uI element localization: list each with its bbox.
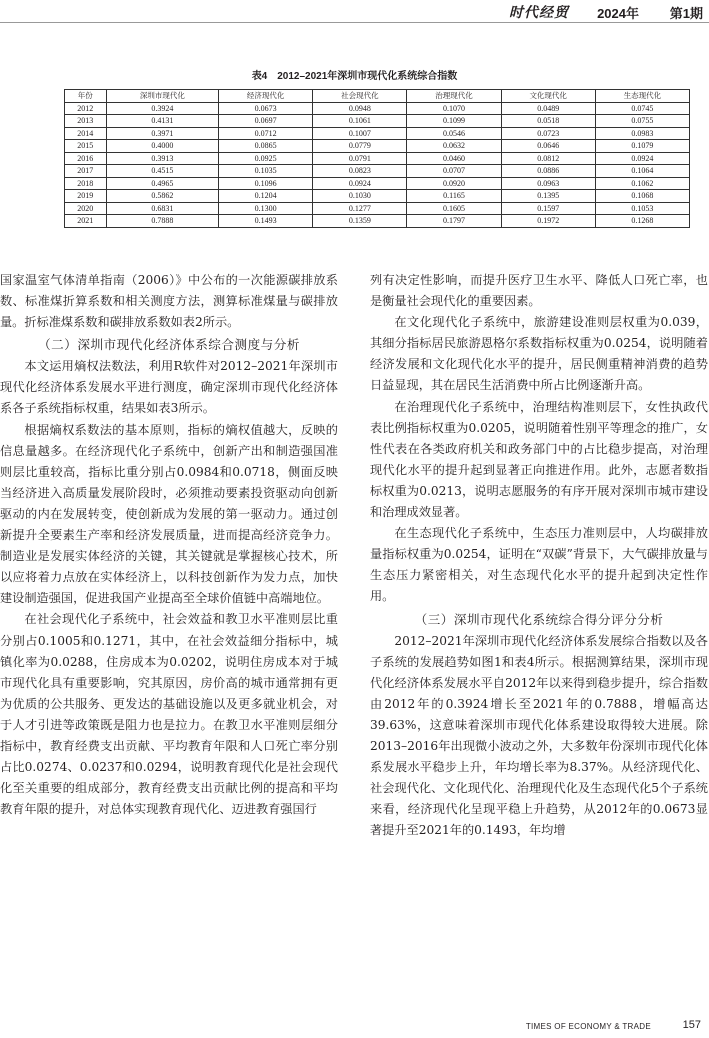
paragraph: 根据熵权系数法的基本原则，指标的熵权值越大，反映的信息量越多。在经济现代化子系统中，创新产出和制造强国准则层比重较高，指标比重分别占0.0984和0.0718，侧面反映当经济进入高质量发展阶段时，必须推动要素投资驱动向创新驱动的内在发展转变，使创新成为发展的第一驱动力。通过创新提升全要素生产率和经济发展质量，进而提高经济竞争力。制造业是发展实体经济的关键，其关键就是掌握核心技术，所以应将着力点放在实体经济上，以科技创新作为发力点，加快建设制造强国，促进我国产业提高至全球价值链中高端地位。 xyxy=(0,422,338,606)
table-cell: 0.0791 xyxy=(313,152,407,165)
table-cell: 0.1064 xyxy=(595,165,689,178)
table-cell: 0.0697 xyxy=(219,115,313,128)
table-cell: 2012 xyxy=(65,102,107,115)
table-cell: 0.4515 xyxy=(106,165,219,178)
table-cell: 0.0865 xyxy=(219,140,313,153)
table-cell: 2017 xyxy=(65,165,107,178)
table-cell: 0.0925 xyxy=(219,152,313,165)
table-cell: 0.0673 xyxy=(219,102,313,115)
table-title: 表4 2012–2021年深圳市现代化系统综合指数 xyxy=(251,71,458,82)
table-cell: 0.1079 xyxy=(595,140,689,153)
table-cell: 0.4965 xyxy=(106,177,219,190)
table-cell: 0.1277 xyxy=(313,202,407,215)
table-cell: 0.1972 xyxy=(501,215,595,228)
paragraph: 2012–2021年深圳市现代化经济体系发展综合指数以及各子系统的发展趋势如图1和表4所示。根据测算结果，深圳市现代化经济体系发展水平自2012年以来得到稳步提升，综合指数由2012年的0.3924增长至2021年的0.7888，增幅高达39.63%，这意味着深圳市现代化体系建设取得较大进展。除2013–2016年出现微小波动之外，大多数年份深圳市现代化体系发展水平稳步上升，年均增长率为8.37%。从经济现代化、社会现代化、文化现代化、治理现代化及生态现代化5个子系统来看，经济现代化呈现平稳上升趋势，从2012年的0.0673显著提升至2021年的0.1493，年均增 xyxy=(370,633,708,838)
column-header: 治理现代化 xyxy=(407,90,501,103)
table-cell: 2015 xyxy=(65,140,107,153)
table-cell: 0.1007 xyxy=(313,127,407,140)
right-text-column xyxy=(370,270,708,841)
table-cell: 0.1068 xyxy=(595,190,689,203)
table-row xyxy=(65,115,690,128)
table-cell: 0.1359 xyxy=(313,215,407,228)
table-cell: 0.0712 xyxy=(219,127,313,140)
table-header-row xyxy=(65,90,690,103)
table-row xyxy=(65,127,690,140)
table-cell: 0.1096 xyxy=(219,177,313,190)
table-cell: 0.1204 xyxy=(219,190,313,203)
table-cell: 0.0963 xyxy=(501,177,595,190)
table-cell: 0.6831 xyxy=(106,202,219,215)
table-cell: 0.1395 xyxy=(501,190,595,203)
table-cell: 0.0920 xyxy=(407,177,501,190)
table-cell: 0.0489 xyxy=(501,102,595,115)
table-cell: 2018 xyxy=(65,177,107,190)
table-cell: 0.1099 xyxy=(407,115,501,128)
table-cell: 0.1605 xyxy=(407,202,501,215)
paragraph: 在文化现代化子系统中，旅游建设准则层权重为0.039，其细分指标居民旅游恩格尔系数指标权重为0.0254，说明随着经济发展和文化现代化水平的提升，居民侧重精神消费的趋势日益显现，其在居民生活消费中所占比例逐渐升高。 xyxy=(370,315,708,393)
header-year: 2024年 xyxy=(597,6,639,21)
table-cell: 0.0745 xyxy=(595,102,689,115)
table-cell: 0.4000 xyxy=(106,140,219,153)
table-cell: 0.0886 xyxy=(501,165,595,178)
table-cell: 2020 xyxy=(65,202,107,215)
table-cell: 2013 xyxy=(65,115,107,128)
table-cell: 0.7888 xyxy=(106,215,219,228)
table-cell: 0.1061 xyxy=(313,115,407,128)
table-cell: 0.0948 xyxy=(313,102,407,115)
table-row xyxy=(65,152,690,165)
table-row xyxy=(65,215,690,228)
left-text-column xyxy=(0,270,338,820)
table-cell: 0.0823 xyxy=(313,165,407,178)
table-cell: 0.1597 xyxy=(501,202,595,215)
table-row xyxy=(65,102,690,115)
paragraph: 在治理现代化子系统中，治理结构准则层下，女性执政代表比例指标权重为0.0205，说明随着性别平等理念的推广，女性代表在各类政府机关和政务部门中的占比稳步提高，对治理现代化水平的提升起到显著正向推进作用。此外，志愿者数指标权重为0.0213，说明志愿服务的有序开展对深圳市城市建设和治理成效显著。 xyxy=(370,399,708,520)
table-body xyxy=(65,102,690,227)
table-row xyxy=(65,165,690,178)
table-cell: 0.0460 xyxy=(407,152,501,165)
table-cell: 2014 xyxy=(65,127,107,140)
table-cell: 0.1070 xyxy=(407,102,501,115)
column-header: 生态现代化 xyxy=(595,90,689,103)
paragraph: 国家温室气体清单指南（2006）》中公布的一次能源碳排放系数、标准煤折算系数和相关测度方法，测算标准煤量与碳排放量。折标准煤系数和碳排放系数如表2所示。 xyxy=(0,273,338,330)
page-header xyxy=(0,0,709,22)
table-cell: 0.0779 xyxy=(313,140,407,153)
table-row xyxy=(65,202,690,215)
journal-name: 时代经贸 xyxy=(509,5,569,21)
table-cell: 0.3913 xyxy=(106,152,219,165)
table-cell: 0.1062 xyxy=(595,177,689,190)
column-header: 文化现代化 xyxy=(501,90,595,103)
table-cell: 0.3924 xyxy=(106,102,219,115)
table-cell: 0.0707 xyxy=(407,165,501,178)
section-heading: （三）深圳市现代化系统综合得分评分分析 xyxy=(414,611,664,627)
table-cell: 0.0632 xyxy=(407,140,501,153)
table-cell: 0.0812 xyxy=(501,152,595,165)
table-cell: 0.0755 xyxy=(595,115,689,128)
table-cell: 0.1493 xyxy=(219,215,313,228)
table-cell: 0.1300 xyxy=(219,202,313,215)
table-cell: 0.0924 xyxy=(595,152,689,165)
paragraph: 本文运用熵权法数法，利用R软件对2012–2021年深圳市现代化经济体系发展水平进行测度，确定深圳市现代化经济体系各子系统指标权重，结果如表3所示。 xyxy=(0,359,338,416)
table-cell: 0.1035 xyxy=(219,165,313,178)
table-cell: 0.1030 xyxy=(313,190,407,203)
column-header: 经济现代化 xyxy=(219,90,313,103)
table-cell: 0.4131 xyxy=(106,115,219,128)
table-cell: 0.0723 xyxy=(501,127,595,140)
header-divider xyxy=(0,22,709,23)
table-cell: 0.0546 xyxy=(407,127,501,140)
table-cell: 0.1797 xyxy=(407,215,501,228)
table-cell: 0.0983 xyxy=(595,127,689,140)
paragraph: 列有决定性影响，而提升医疗卫生水平、降低人口死亡率，也是衡量社会现代化的重要因素。 xyxy=(370,273,708,309)
table-cell: 0.0518 xyxy=(501,115,595,128)
paragraph: 在生态现代化子系统中，生态压力准则层中，人均碳排放量指标权重为0.0254，证明在“双碳”背景下，大气碳排放量与生态压力紧密相关，对生态现代化水平的提升起到决定性作用。 xyxy=(370,526,708,604)
table-cell: 0.1165 xyxy=(407,190,501,203)
table-cell: 2019 xyxy=(65,190,107,203)
index-table xyxy=(64,89,690,228)
table-row xyxy=(65,190,690,203)
section-heading: （二）深圳市现代化经济体系综合测度与分析 xyxy=(38,337,300,353)
column-header: 社会现代化 xyxy=(313,90,407,103)
table-cell: 2016 xyxy=(65,152,107,165)
table-row xyxy=(65,140,690,153)
table-row xyxy=(65,177,690,190)
table-cell: 0.5862 xyxy=(106,190,219,203)
table-cell: 0.1268 xyxy=(595,215,689,228)
column-header: 年份 xyxy=(65,90,107,103)
page-number: 157 xyxy=(682,1019,701,1031)
footer-journal-label: TIMES OF ECONOMY & TRADE xyxy=(525,1022,651,1031)
column-header: 深圳市现代化 xyxy=(106,90,219,103)
table-cell: 0.1053 xyxy=(595,202,689,215)
paragraph: 在社会现代化子系统中，社会效益和教卫水平准则层比重分别占0.1005和0.1271，其中，在社会效益细分指标中，城镇化率为0.0288，住房成本为0.0202，说明住房成本对于城市现代化具有重要影响，究其原因，房价高的城市通常拥有更为优质的公共服务、更发达的基础设施以及更多就业机会，对于人才引进等政策既是阻力也是拉力。在教卫水平准则层细分指标中，教育经费支出贡献、平均教育年限和人口死亡率分别占比0.0274、0.0237和0.0294，说明教育现代化是社会现代化至关重要的组成部分，教育经费支出贡献比例的提高和平均教育年限的提升，对总体实现教育现代化、迈进教育强国行 xyxy=(0,612,338,817)
table-cell: 0.3971 xyxy=(106,127,219,140)
table-cell: 2021 xyxy=(65,215,107,228)
table-cell: 0.0646 xyxy=(501,140,595,153)
table-cell: 0.0924 xyxy=(313,177,407,190)
header-issue: 第1期 xyxy=(669,6,703,21)
